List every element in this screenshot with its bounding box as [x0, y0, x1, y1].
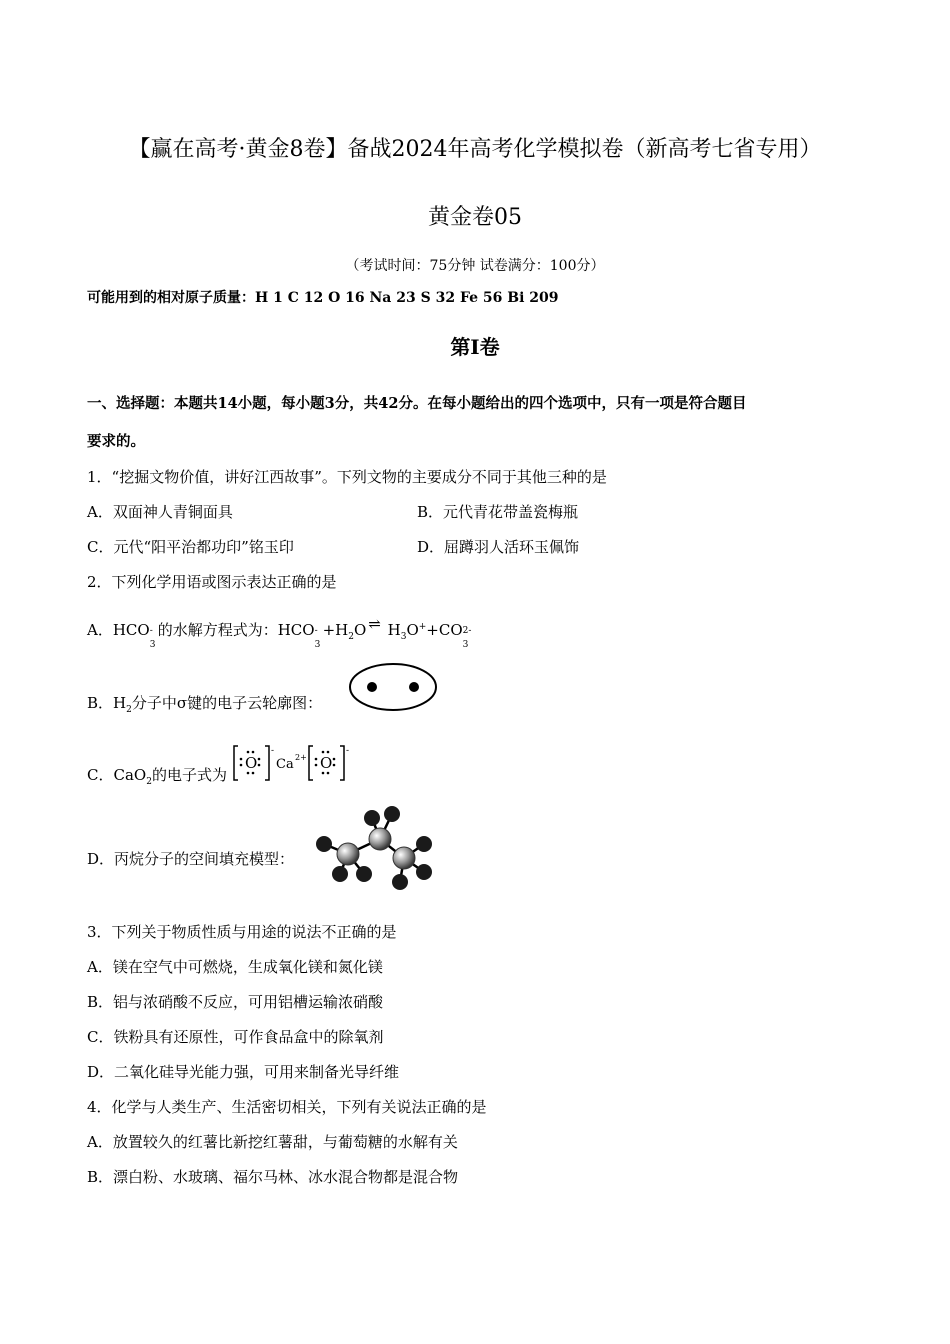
oxygen-left: [240, 751, 261, 775]
q3-option-a: A．镁在空气中可燃烧，生成氧化镁和氮化镁: [87, 958, 383, 976]
section-heading-line2: 要求的。: [87, 433, 145, 450]
q1-option-a: A．双面神人青铜面具: [87, 503, 233, 521]
volume-title: 第Ⅰ卷: [450, 335, 500, 359]
q1-option-c: C．元代“阳平治都功印”铭玉印: [87, 538, 294, 556]
paper-title: 【赢在高考·黄金8卷】备战2024年高考化学模拟卷（新高考七省专用）: [128, 137, 822, 162]
cao2-electron-formula: [232, 744, 356, 784]
exam-info: （考试时间：75分钟 试卷满分：100分）: [345, 258, 605, 274]
q4-stem: 4．化学与人类生产、生活密切相关，下列有关说法正确的是: [87, 1098, 487, 1116]
nucleus-right: [409, 682, 419, 692]
oxygen-right: [315, 751, 336, 775]
right-bracket-open: [309, 746, 313, 780]
q2-stem: 2．下列化学用语或图示表达正确的是: [87, 573, 337, 591]
q1-stem: 1．“挖掘文物价值，讲好江西故事”。下列文物的主要成分不同于其他三种的是: [87, 468, 607, 486]
q3-option-d: D．二氧化硅导光能力强，可用来制备光导纤维: [87, 1063, 400, 1081]
carbon-atoms: [337, 828, 415, 869]
q4-option-a: A．放置较久的红薯比新挖红薯甜，与葡萄糖的水解有关: [87, 1133, 458, 1151]
orbital-outline: [350, 664, 436, 710]
sigma-bond-orbital-diagram: [348, 662, 440, 714]
nucleus-left: [367, 682, 377, 692]
q4-option-b: B．漂白粉、水玻璃、福尔马林、冰水混合物都是混合物: [87, 1168, 459, 1186]
paper-subtitle: 黄金卷05: [428, 205, 522, 230]
svg-text:-: -: [346, 746, 350, 756]
left-bracket-close: [265, 746, 269, 780]
q2-option-c: C．CaO$_2$的电子式为: [87, 766, 227, 787]
svg-text:O: O: [245, 754, 258, 772]
atomic-masses: 可能用到的相对原子质量：H 1 C 12 O 16 Na 23 S 32 Fe 56 Bi 209: [87, 290, 559, 306]
svg-text:O: O: [320, 754, 333, 772]
right-bracket-close: [340, 746, 344, 780]
svg-text:-: -: [271, 746, 275, 756]
propane-space-filling-model: [312, 804, 436, 894]
q3-option-c: C．铁粉具有还原性，可作食品盒中的除氧剂: [87, 1028, 384, 1046]
q2-option-d: D．丙烷分子的空间填充模型：: [87, 850, 295, 868]
q1-option-b: B．元代青花带盖瓷梅瓶: [417, 503, 579, 521]
svg-text:2+: 2+: [295, 753, 307, 762]
q2-option-b: B．$H_2$分子中σ键的电子云轮廓图：: [87, 694, 323, 715]
q3-stem: 3．下列关于物质性质与用途的说法不正确的是: [87, 923, 397, 941]
q3-option-b: B．铝与浓硝酸不反应，可用铝槽运输浓硝酸: [87, 993, 384, 1011]
svg-text:Ca: Ca: [276, 757, 294, 772]
q2-option-a: A．HCO - 3 的水解方程式为：HCO - 3 $+H_2O$ ⇌ $H_3O^++CO$ 2- 3: [87, 615, 472, 650]
section-heading-line1: 一、选择题：本题共14小题，每小题3分，共42分。在每小题给出的四个选项中，只有一项是符合题目: [87, 395, 747, 412]
left-bracket-open: [234, 746, 238, 780]
q1-option-d: D．屈蹲羽人活环玉佩饰: [417, 538, 580, 556]
